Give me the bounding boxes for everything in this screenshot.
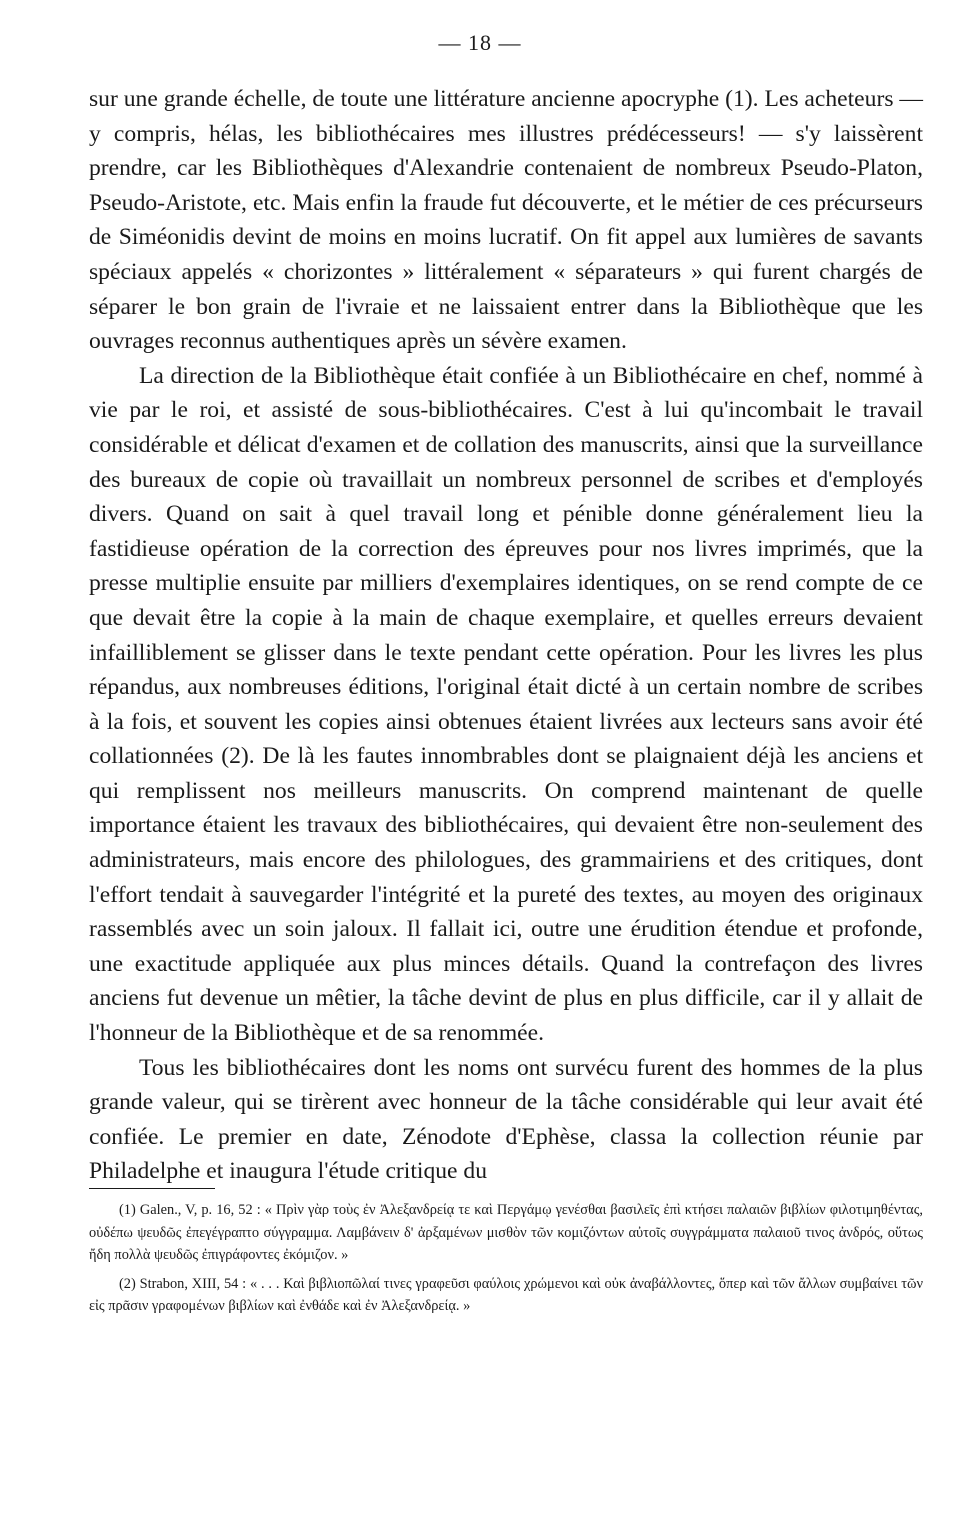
paragraph: La direction de la Bibliothèque était confiée à un Bibliothécaire en chef, nommé à vie par le roi, et assisté de sous-bibliothécaires. C'est à lui qu'incombait le travail considérable et délicat d'examen et de collation des manuscrits, ainsi que la surveillance des bureaux de copie où travaillait un nombreux personnel de scribes et d'employés divers. Quand on sait à quel travail long et pénible donne généralement lieu la fastidieuse opération de la correction des épreuves pour nos livres imprimés, que la presse multiplie ensuite par milliers d'exemplaires identiques, on se rend compte de ce que devait être la copie à la main de chaque exemplaire, et quelles erreurs devaient infailliblement se glisser dans le texte pendant cette opération. Pour les livres les plus répandus, aux nombreuses éditions, l'original était dicté à un certain nombre de scribes à la fois, et souvent les copies ainsi obtenues étaient livrées aux lecteurs sans avoir été collationnées (2). De là les fautes innombrables dont se plaignaient déjà les anciens et qui remplissent nos meilleurs manuscrits. On comprend maintenant de quelle importance étaient les travaux des bibliothécaires, qui devaient être non-seulement des administrateurs, mais encore des philologues, des grammairiens et des critiques, dont l'effort tendait à sauvegarder l'intégrité et la pureté des textes, au moyen des originaux rassemblés avec un soin jaloux. Il fallait ici, outre une érudition étendue et profonde, une exactitude appliquée aux plus minces détails. Quand la contrefaçon des livres anciens fut devenue un mêtier, la tâche devint de plus en plus difficile, car il y allait de l'honneur de la Bibliothèque et de sa renommée. [89, 362, 923, 1047]
body-text [89, 82, 923, 1189]
footnotes [89, 1199, 923, 1324]
footnote-divider [89, 1188, 215, 1189]
page-number: — 18 — [438, 30, 522, 55]
paragraph: sur une grande échelle, de toute une littérature ancienne apocryphe (1). Les acheteurs — y compris, hélas, les bibliothécaires mes illustres prédécesseurs! — s'y laissèrent prendre, car les Bibliothèques d'Alexandrie contenaient de nombreux Pseudo-Platon, Pseudo-Aristote, etc. Mais enfin la fraude fut découverte, et le métier de ces précurseurs de Siméonidis devint de moins en moins lucratif. On fit appel aux lumières de savants spéciaux appelés « chorizontes » littéralement « séparateurs » qui furent chargés de séparer le bon grain de l'ivraie et ne laissaient entrer dans la Bibliothèque que les ouvrages reconnus authentiques après un sévère examen. [89, 86, 923, 355]
footnote: (1) Galen., V, p. 16, 52 : « Πρὶν γὰρ τοὺς ἐν Ἀλεξανδρείᾳ τε καὶ Περγάμῳ γενέσθαι βασιλεῖς ἐπὶ κτήσει παλαιῶν βιβλίων φιλοτιμηθέντας, οὐδέπω ψευδῶς ἐπεγέγραπτο σύγγραμμα. Λαμβάνειν δ' ἀρξαμένων μισθὸν τῶν κομιζόντων αὐτοῖς συγγράμματα παλαιοῦ τινος ἀνδρός, οὕτως ἤδη πολλὰ ψευδῶς ἐπιγράφοντες ἐκόμιζον. » [89, 1202, 923, 1264]
paragraph: Tous les bibliothécaires dont les noms ont survécu furent des hommes de la plus grande valeur, qui se tirèrent avec honneur de la tâche considérable qui leur avait été confiée. Le premier en date, Zénodote d'Ephèse, classa la collection réunie par Philadelphe et inaugura l'étude critique du [89, 1054, 923, 1185]
footnote: (2) Strabon, XIII, 54 : « . . . Καὶ βιβλιοπῶλαί τινες γραφεῦσι φαύλοις χρώμενοι καὶ οὐκ ἀναβάλλοντες, ὅπερ καὶ τῶν ἄλλων συμβαίνει τῶν εἰς πρᾶσιν γραφομένων βιβλίων καὶ ἐνθάδε καὶ ἐν Ἀλεξανδρείᾳ. » [89, 1275, 923, 1315]
